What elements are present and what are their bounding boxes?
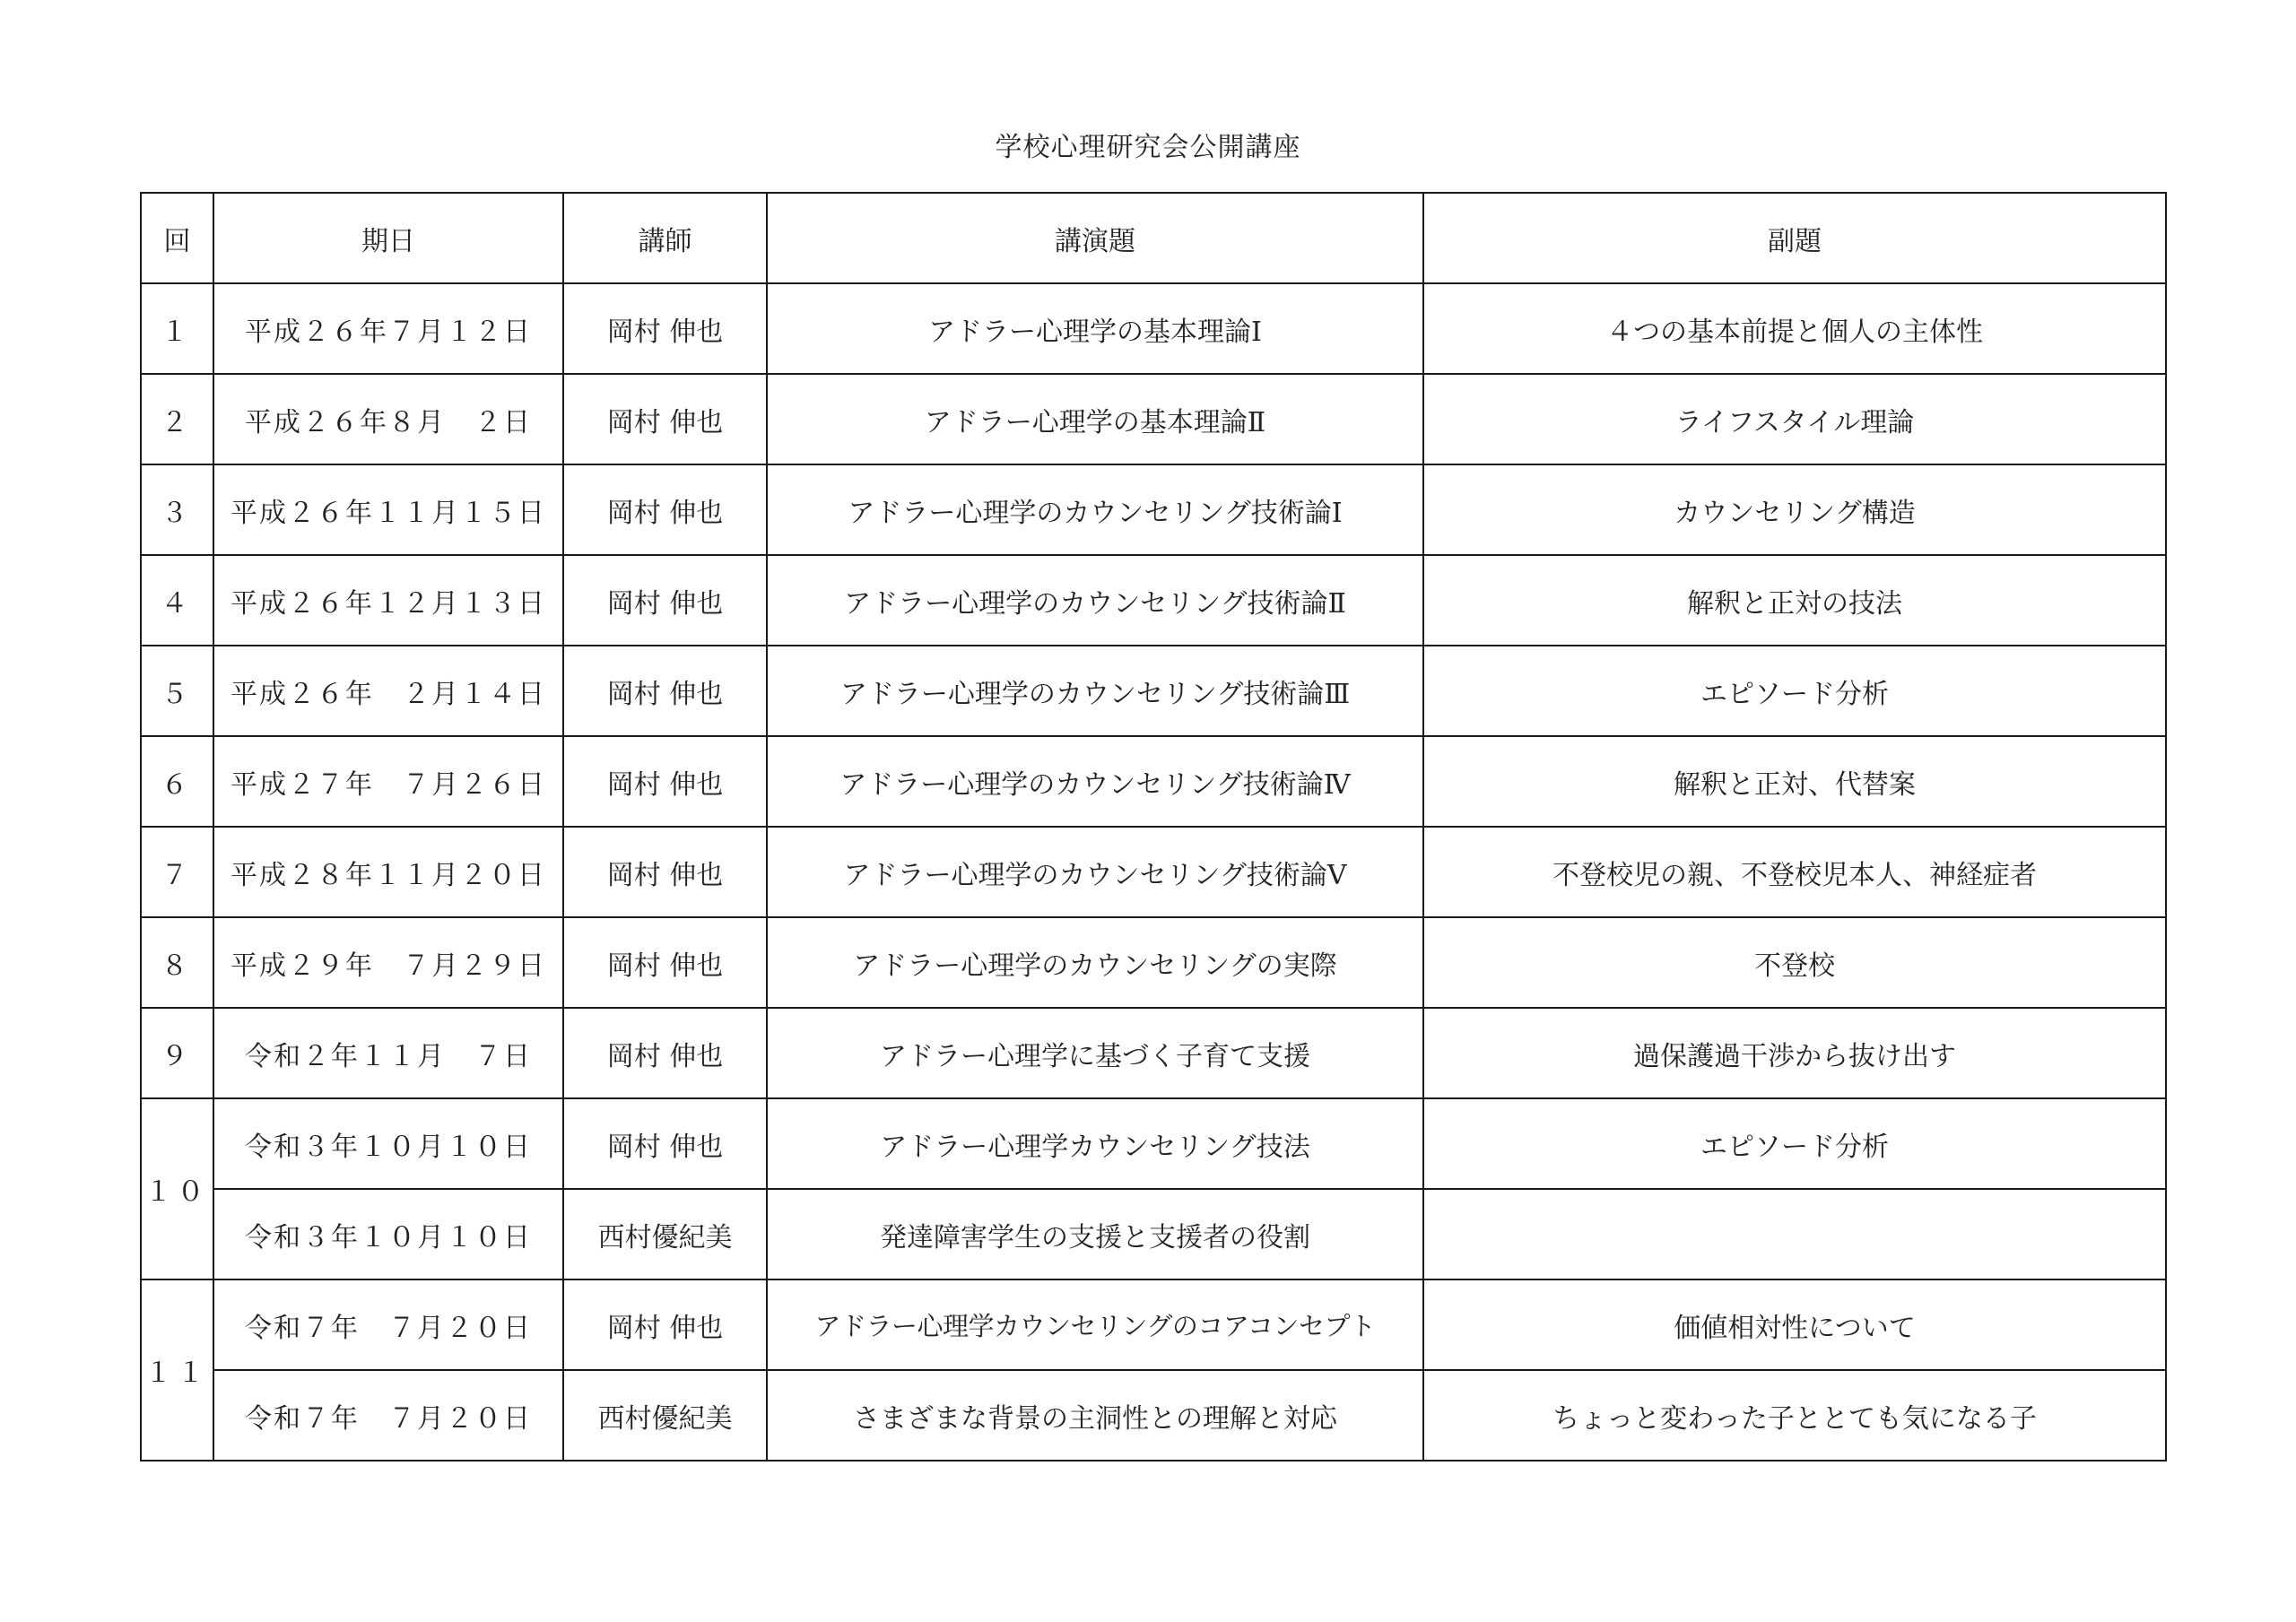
table-header-row [141,193,2166,283]
row-title: アドラー心理学のカウンセリング技術論Ⅴ [767,827,1423,917]
row-title: さまざまな背景の主洞性との理解と対応 [767,1370,1423,1461]
row-date: 平成２６年 ２月１４日 [213,646,563,736]
row-date: 平成２６年８月 ２日 [213,374,563,464]
row-number: ９ [141,1008,213,1098]
row-lecturer: 岡村 伸也 [563,1279,767,1370]
row-subtitle: カウンセリング構造 [1423,464,2166,555]
row-date: 平成２８年１１月２０日 [213,827,563,917]
row-date: 平成２７年 ７月２６日 [213,736,563,827]
row-title: アドラー心理学のカウンセリング技術論Ⅰ [767,464,1423,555]
row-subtitle [1423,1189,2166,1279]
row-lecturer: 西村優紀美 [563,1189,767,1279]
table-row [141,646,2166,736]
row-lecturer: 岡村 伸也 [563,827,767,917]
row-number: ３ [141,464,213,555]
row-subtitle: 解釈と正対、代替案 [1423,736,2166,827]
header-subtitle: 副題 [1423,193,2166,283]
row-number: ４ [141,555,213,646]
row-number: ７ [141,827,213,917]
row-title: アドラー心理学カウンセリングのコアコンセプト [767,1279,1423,1370]
row-lecturer: 岡村 伸也 [563,464,767,555]
table-row [141,736,2166,827]
row-subtitle: ４つの基本前提と個人の主体性 [1423,283,2166,374]
row-date: 平成２６年７月１２日 [213,283,563,374]
row-number: ２ [141,374,213,464]
row-subtitle: ちょっと変わった子ととても気になる子 [1423,1370,2166,1461]
table-row [141,283,2166,374]
row-subtitle: ライフスタイル理論 [1423,374,2166,464]
row-title: アドラー心理学の基本理論Ⅱ [767,374,1423,464]
row-lecturer: 岡村 伸也 [563,283,767,374]
row-subtitle: 不登校児の親、不登校児本人、神経症者 [1423,827,2166,917]
row-number: １ [141,283,213,374]
row-lecturer: 岡村 伸也 [563,1008,767,1098]
table-row [141,1008,2166,1098]
row-date: 令和２年１１月 ７日 [213,1008,563,1098]
row-title: アドラー心理学のカウンセリングの実際 [767,917,1423,1008]
row-date: 令和７年 ７月２０日 [213,1370,563,1461]
table-row [141,1370,2166,1461]
header-title: 講演題 [767,193,1423,283]
row-title: アドラー心理学の基本理論Ⅰ [767,283,1423,374]
row-date: 令和３年１０月１０日 [213,1189,563,1279]
row-lecturer: 西村優紀美 [563,1370,767,1461]
row-title: アドラー心理学のカウンセリング技術論Ⅱ [767,555,1423,646]
row-subtitle: 価値相対性について [1423,1279,2166,1370]
table-row [141,1279,2166,1370]
row-date: 平成２６年１１月１５日 [213,464,563,555]
row-lecturer: 岡村 伸也 [563,646,767,736]
row-lecturer: 岡村 伸也 [563,736,767,827]
header-no: 回 [141,193,213,283]
row-subtitle: 解釈と正対の技法 [1423,555,2166,646]
row-title: 発達障害学生の支援と支援者の役割 [767,1189,1423,1279]
row-subtitle: エピソード分析 [1423,646,2166,736]
row-number: １１ [141,1279,213,1461]
header-date: 期日 [213,193,563,283]
row-date: 平成２６年１２月１３日 [213,555,563,646]
table-row [141,1098,2166,1189]
table-row [141,917,2166,1008]
row-title: アドラー心理学のカウンセリング技術論Ⅲ [767,646,1423,736]
row-title: アドラー心理学のカウンセリング技術論Ⅳ [767,736,1423,827]
row-title: アドラー心理学に基づく子育て支援 [767,1008,1423,1098]
table-row [141,827,2166,917]
document-title: 学校心理研究会公開講座 [995,132,1301,163]
row-lecturer: 岡村 伸也 [563,555,767,646]
table-row [141,374,2166,464]
row-lecturer: 岡村 伸也 [563,1098,767,1189]
lecture-table [140,192,2167,1462]
table-row [141,555,2166,646]
row-subtitle: 過保護過干渉から抜け出す [1423,1008,2166,1098]
row-subtitle: 不登校 [1423,917,2166,1008]
row-date: 平成２９年 ７月２９日 [213,917,563,1008]
row-number: １０ [141,1098,213,1279]
header-lecturer: 講師 [563,193,767,283]
row-title: アドラー心理学カウンセリング技法 [767,1098,1423,1189]
row-number: ６ [141,736,213,827]
row-date: 令和７年 ７月２０日 [213,1279,563,1370]
row-number: ８ [141,917,213,1008]
row-subtitle: エピソード分析 [1423,1098,2166,1189]
table-row [141,464,2166,555]
row-lecturer: 岡村 伸也 [563,374,767,464]
table-row [141,1189,2166,1279]
row-number: ５ [141,646,213,736]
row-date: 令和３年１０月１０日 [213,1098,563,1189]
row-lecturer: 岡村 伸也 [563,917,767,1008]
